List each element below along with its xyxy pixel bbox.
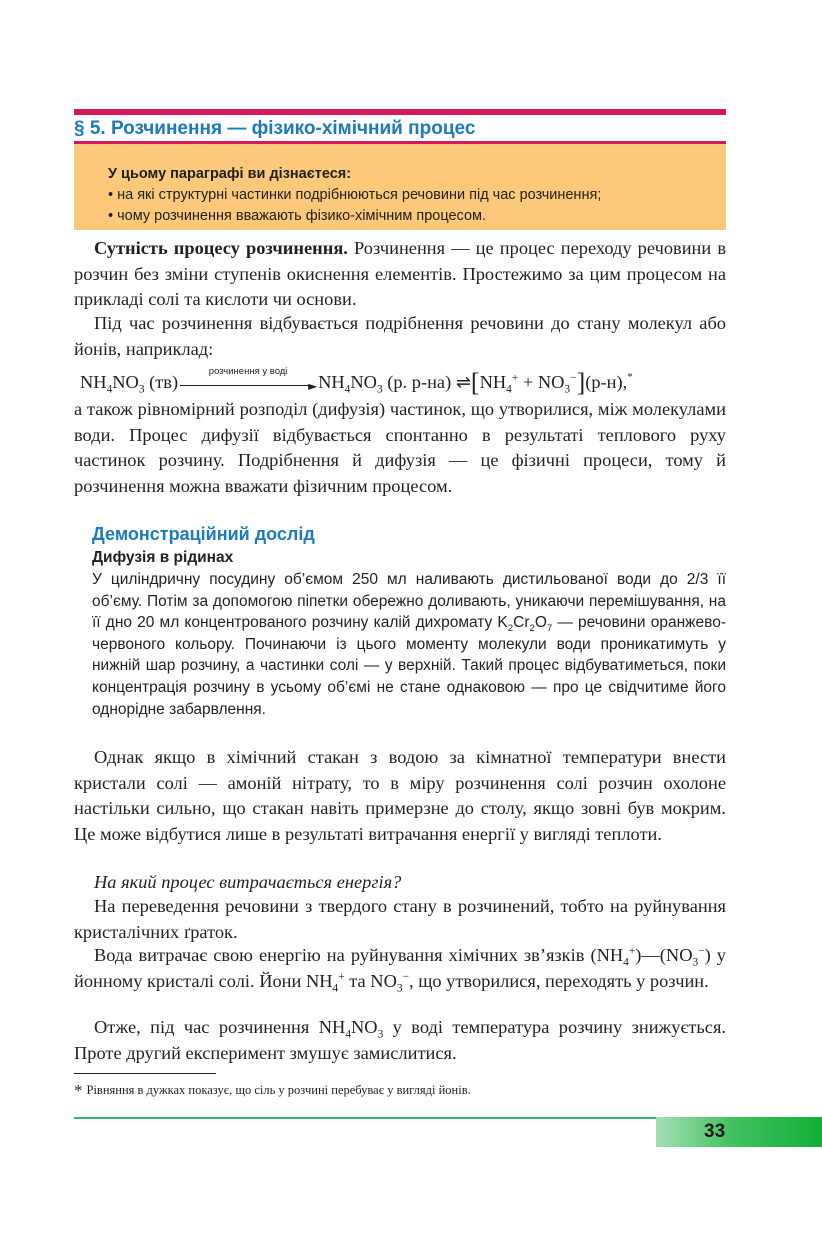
- paragraph-grinding-text: Під час розчинення відбувається подрібнення речовини до стану молекул або йонів, наприклад:: [74, 313, 726, 359]
- paragraph-ammonium-nitrate: [74, 745, 726, 847]
- footnote-asterisk: *: [74, 1081, 83, 1100]
- equilibrium-arrows-icon: ⇌: [455, 372, 471, 393]
- intro-item: • на які структурні частинки подрібнюються речовини під час розчинення;: [108, 187, 602, 203]
- paragraph-grinding: [74, 311, 726, 362]
- intro-item: • чому розчинення вважають фізико-хімічним процесом.: [108, 208, 487, 224]
- paragraph-essence-lead: Сутність процесу розчинення.: [94, 238, 348, 258]
- paragraph-answer-text: На переведення речовини з твердого стану в розчинений, тобто на руйнування кристалічних ґраток.: [74, 896, 726, 942]
- paragraph-conclusion: Отже, під час розчинення $NH_4NO_3$ у воді температура розчину знижується. Проте другий експеримент змушує замислитися.: [74, 1017, 726, 1063]
- page-number-tab: [656, 1117, 822, 1147]
- question-energy: [74, 870, 726, 896]
- footnote-text: Рівняння в дужках показує, що сіль у розчині перебуває у вигляді йонів.: [86, 1083, 471, 1097]
- footer-line: [74, 1117, 724, 1119]
- paragraph-bonds: Вода витрачає свою енергію на руйнування хімічних зв’язків $(NH_4^+)—(NO_3^-)$ у йонному кристалі солі. Йони $NH_4^+$ та $NO_3^-$, що утворилися, переходять у розчин.: [74, 944, 726, 995]
- paragraph-essence-text: Розчинення — це процес переходу речовини в розчин без зміни ступенів окиснення елементів. Простежимо за цим процесом на прикладі солі та кислоти чи основи.: [74, 238, 726, 309]
- equation-dissolved: $NH_4NO_3$ (р. р-на): [318, 372, 452, 396]
- footnote-mark: *: [627, 371, 633, 383]
- page-number: 33: [704, 1121, 726, 1142]
- paragraph-answer: [74, 894, 726, 945]
- section-title: § 5. Розчинення — фізико-хімічний процес: [74, 118, 476, 139]
- footnote-rule: [74, 1073, 216, 1074]
- paragraph-ammonium-nitrate-text: Однак якщо в хімічний стакан з водою за кімнатної температури внести кристали солі — амоній нітрату, то в міру розчинення солі розчин охолоне настільки сильно, що стакан навіть примерзне до столу, якщо зовні був мокрим. Це може відбутися лише в результаті витрачання енергії у вигляді теплоти.: [74, 747, 726, 844]
- question-energy-text: На який процес витрачається енергія?: [94, 872, 402, 892]
- intro-heading: У цьому параграфі ви дізнаєтеся:: [108, 166, 352, 182]
- dissolution-equation: [80, 360, 740, 397]
- demo-title: Демонстраційний дослід: [92, 524, 315, 544]
- paragraph-essence: [74, 236, 726, 313]
- equation-arrow-label: розчинення у воді: [208, 365, 288, 377]
- equation-arrow: розчинення у воді ►: [178, 374, 318, 394]
- equation-reactant: $NH_4NO_3$ (тв): [80, 372, 179, 396]
- intro-box: [74, 144, 726, 230]
- footnote: [74, 1082, 471, 1099]
- demo-text: У циліндричну посудину об’ємом 250 мл наливають дистильованої води до 2/3 її об’єму. Потім за допомогою піпетки обережно доливають, уникаючи перемішування, на її дно 20 мл концентрованого розчину калій дихромату $K_2Cr_2O_7$ — речовини оранжево-червоного кольору. Починаючи із цього моменту молекули води проникатимуть у нижній шар розчину, а частинки солі — у верхній. Такий процес відбуватиметься, поки концентрація розчину в усьому об’ємі не стане однаковою — про це свідчитиме його однорідне забарвлення.: [92, 571, 726, 718]
- paragraph-diffusion: а також рівномірний розподіл (дифузія) частинок, що утворилися, між молекулами води. Процес дифузії відбувається спонтанно в результаті теплового руху частинок розчину. Подрібнення й дифузія — це фізичні процеси, тому й розчинення можна вважати фізичним процесом.: [74, 399, 726, 496]
- demo-subtitle: Дифузія в рідинах: [92, 549, 234, 566]
- equation-ions: $[NH_4^+ + NO_3^-](р-н)$,: [470, 368, 628, 397]
